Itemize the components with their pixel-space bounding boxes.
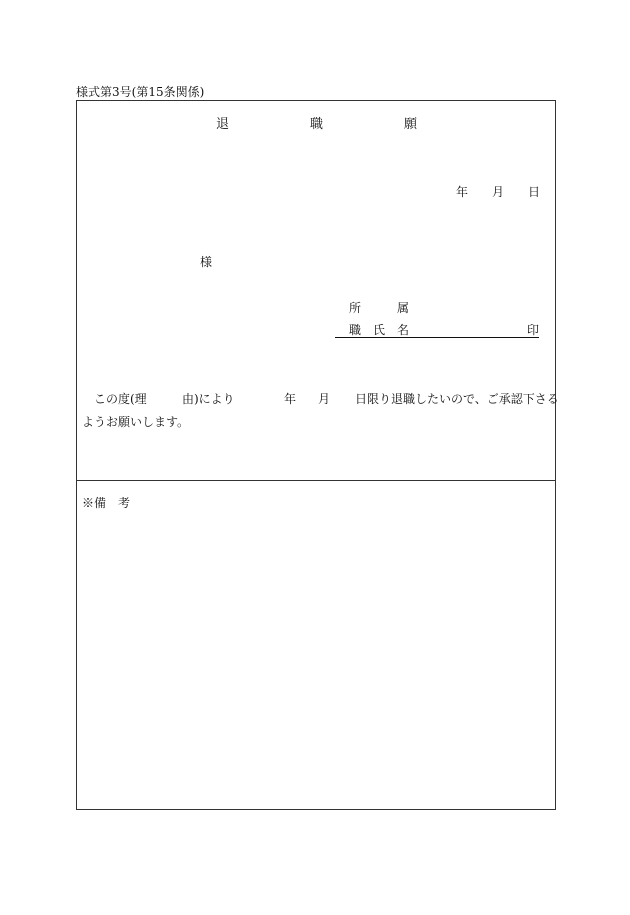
addressee-honorific: 様 xyxy=(200,255,213,269)
affiliation-label-2: 属 xyxy=(397,301,410,315)
body-text-part-1: この度(理 xyxy=(94,392,147,406)
seal-mark: 印 xyxy=(527,323,540,337)
form-number-label: 様式第3号(第15条関係) xyxy=(76,85,205,99)
remarks-label-1: ※備 xyxy=(82,496,107,510)
body-text-part-2: 由)により xyxy=(182,392,235,406)
remarks-label-2: 考 xyxy=(118,496,131,510)
date-year-field[interactable]: 年 xyxy=(456,185,469,199)
name-underline xyxy=(335,337,539,338)
name-label-3: 名 xyxy=(397,323,410,337)
date-month-field[interactable]: 月 xyxy=(492,185,505,199)
title-char-1: 退 xyxy=(216,117,230,132)
date-day-field[interactable]: 日 xyxy=(528,185,541,199)
body-year-label: 年 xyxy=(284,392,297,406)
name-label-1: 職 xyxy=(349,323,362,337)
section-divider xyxy=(77,480,555,481)
body-month-label: 月 xyxy=(318,392,331,406)
title-char-2: 職 xyxy=(310,117,324,132)
title-char-3: 願 xyxy=(404,117,418,132)
body-text-part-3: 日限り退職したいので、ご承認下さる xyxy=(355,392,559,406)
name-label-2: 氏 xyxy=(373,323,386,337)
affiliation-label-1: 所 xyxy=(349,301,362,315)
body-text-line-2: ようお願いします。 xyxy=(82,415,190,429)
resignation-form xyxy=(76,100,556,810)
